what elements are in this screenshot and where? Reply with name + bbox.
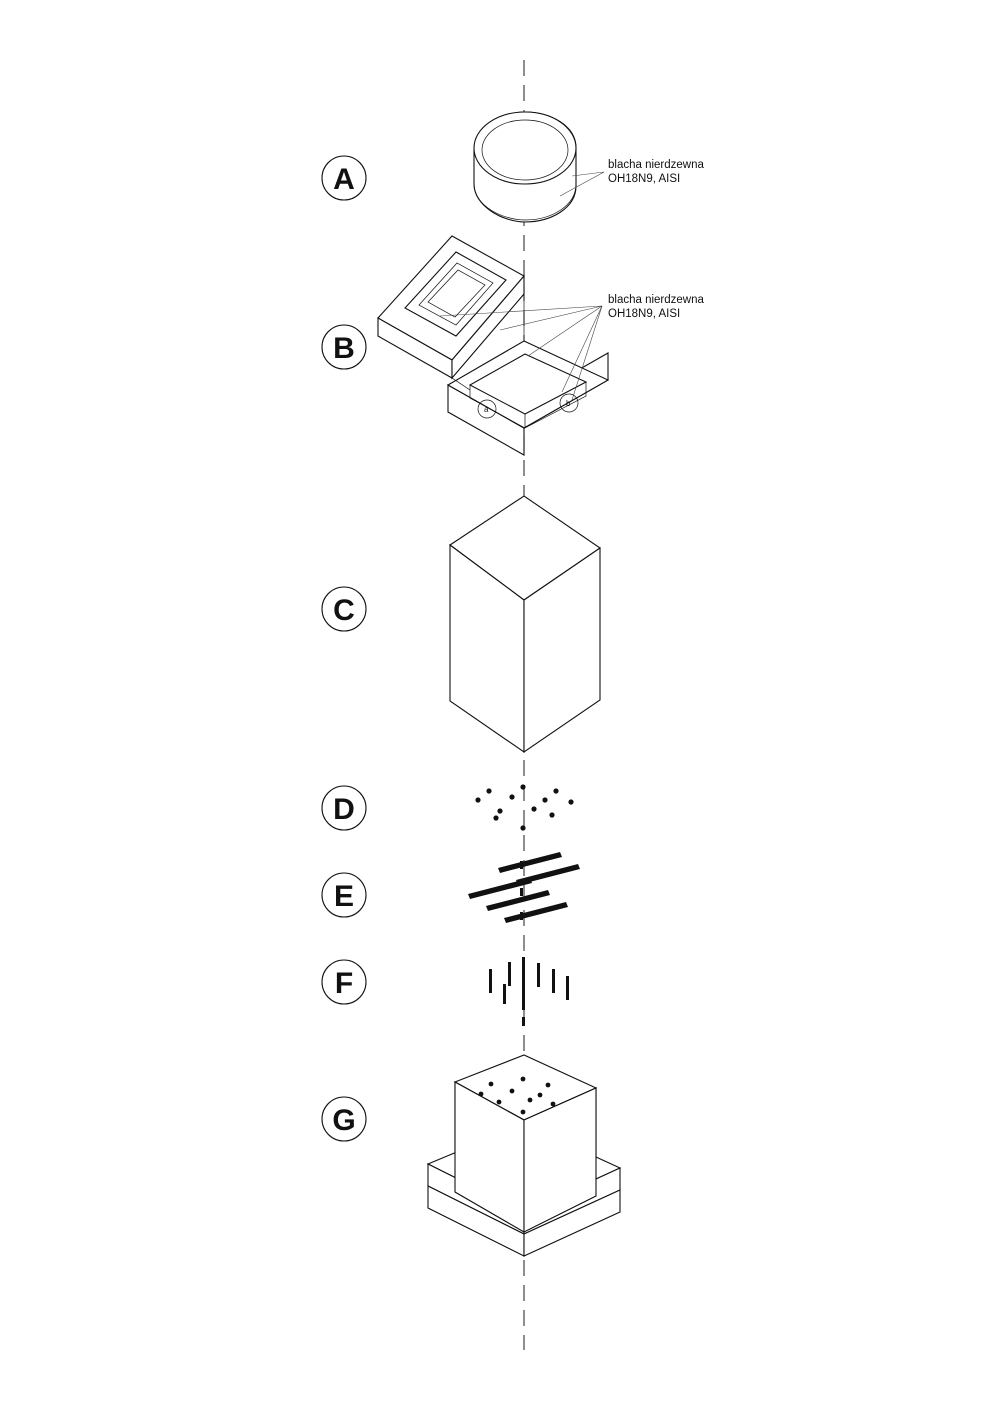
note-a-line1: blacha nierdzewna — [608, 159, 704, 171]
detail-marker-a: a — [484, 405, 489, 414]
label-badge-d — [322, 786, 366, 830]
label-badge-f — [322, 960, 366, 1004]
part-b-hinged-box — [378, 236, 608, 455]
label-f-text: F — [334, 967, 354, 1000]
part-g-base-block — [428, 1055, 620, 1256]
annotation-note-b — [608, 294, 705, 320]
label-g-text: G — [332, 1104, 356, 1137]
label-badge-g — [322, 1097, 366, 1141]
label-badge-e — [322, 873, 366, 917]
part-c-solid-prism — [450, 496, 600, 752]
part-f-vertical-pins — [489, 957, 569, 1026]
part-a-cylindrical-lid — [474, 112, 576, 222]
label-badge-a — [322, 156, 366, 200]
note-a-line2: OH18N9, AISI — [608, 173, 681, 185]
label-a-text: A — [333, 163, 355, 196]
detail-marker-b: b — [566, 399, 571, 408]
label-d-text: D — [333, 793, 355, 826]
label-badge-c — [322, 587, 366, 631]
label-c-text: C — [333, 594, 355, 627]
annotation-note-a — [608, 159, 705, 185]
label-badge-b — [322, 325, 366, 369]
note-b-line2: OH18N9, AISI — [608, 308, 681, 320]
label-b-text: B — [333, 332, 355, 365]
note-b-line1: blacha nierdzewna — [608, 294, 704, 306]
label-e-text: E — [333, 880, 355, 913]
bar-group-cross — [520, 861, 523, 920]
